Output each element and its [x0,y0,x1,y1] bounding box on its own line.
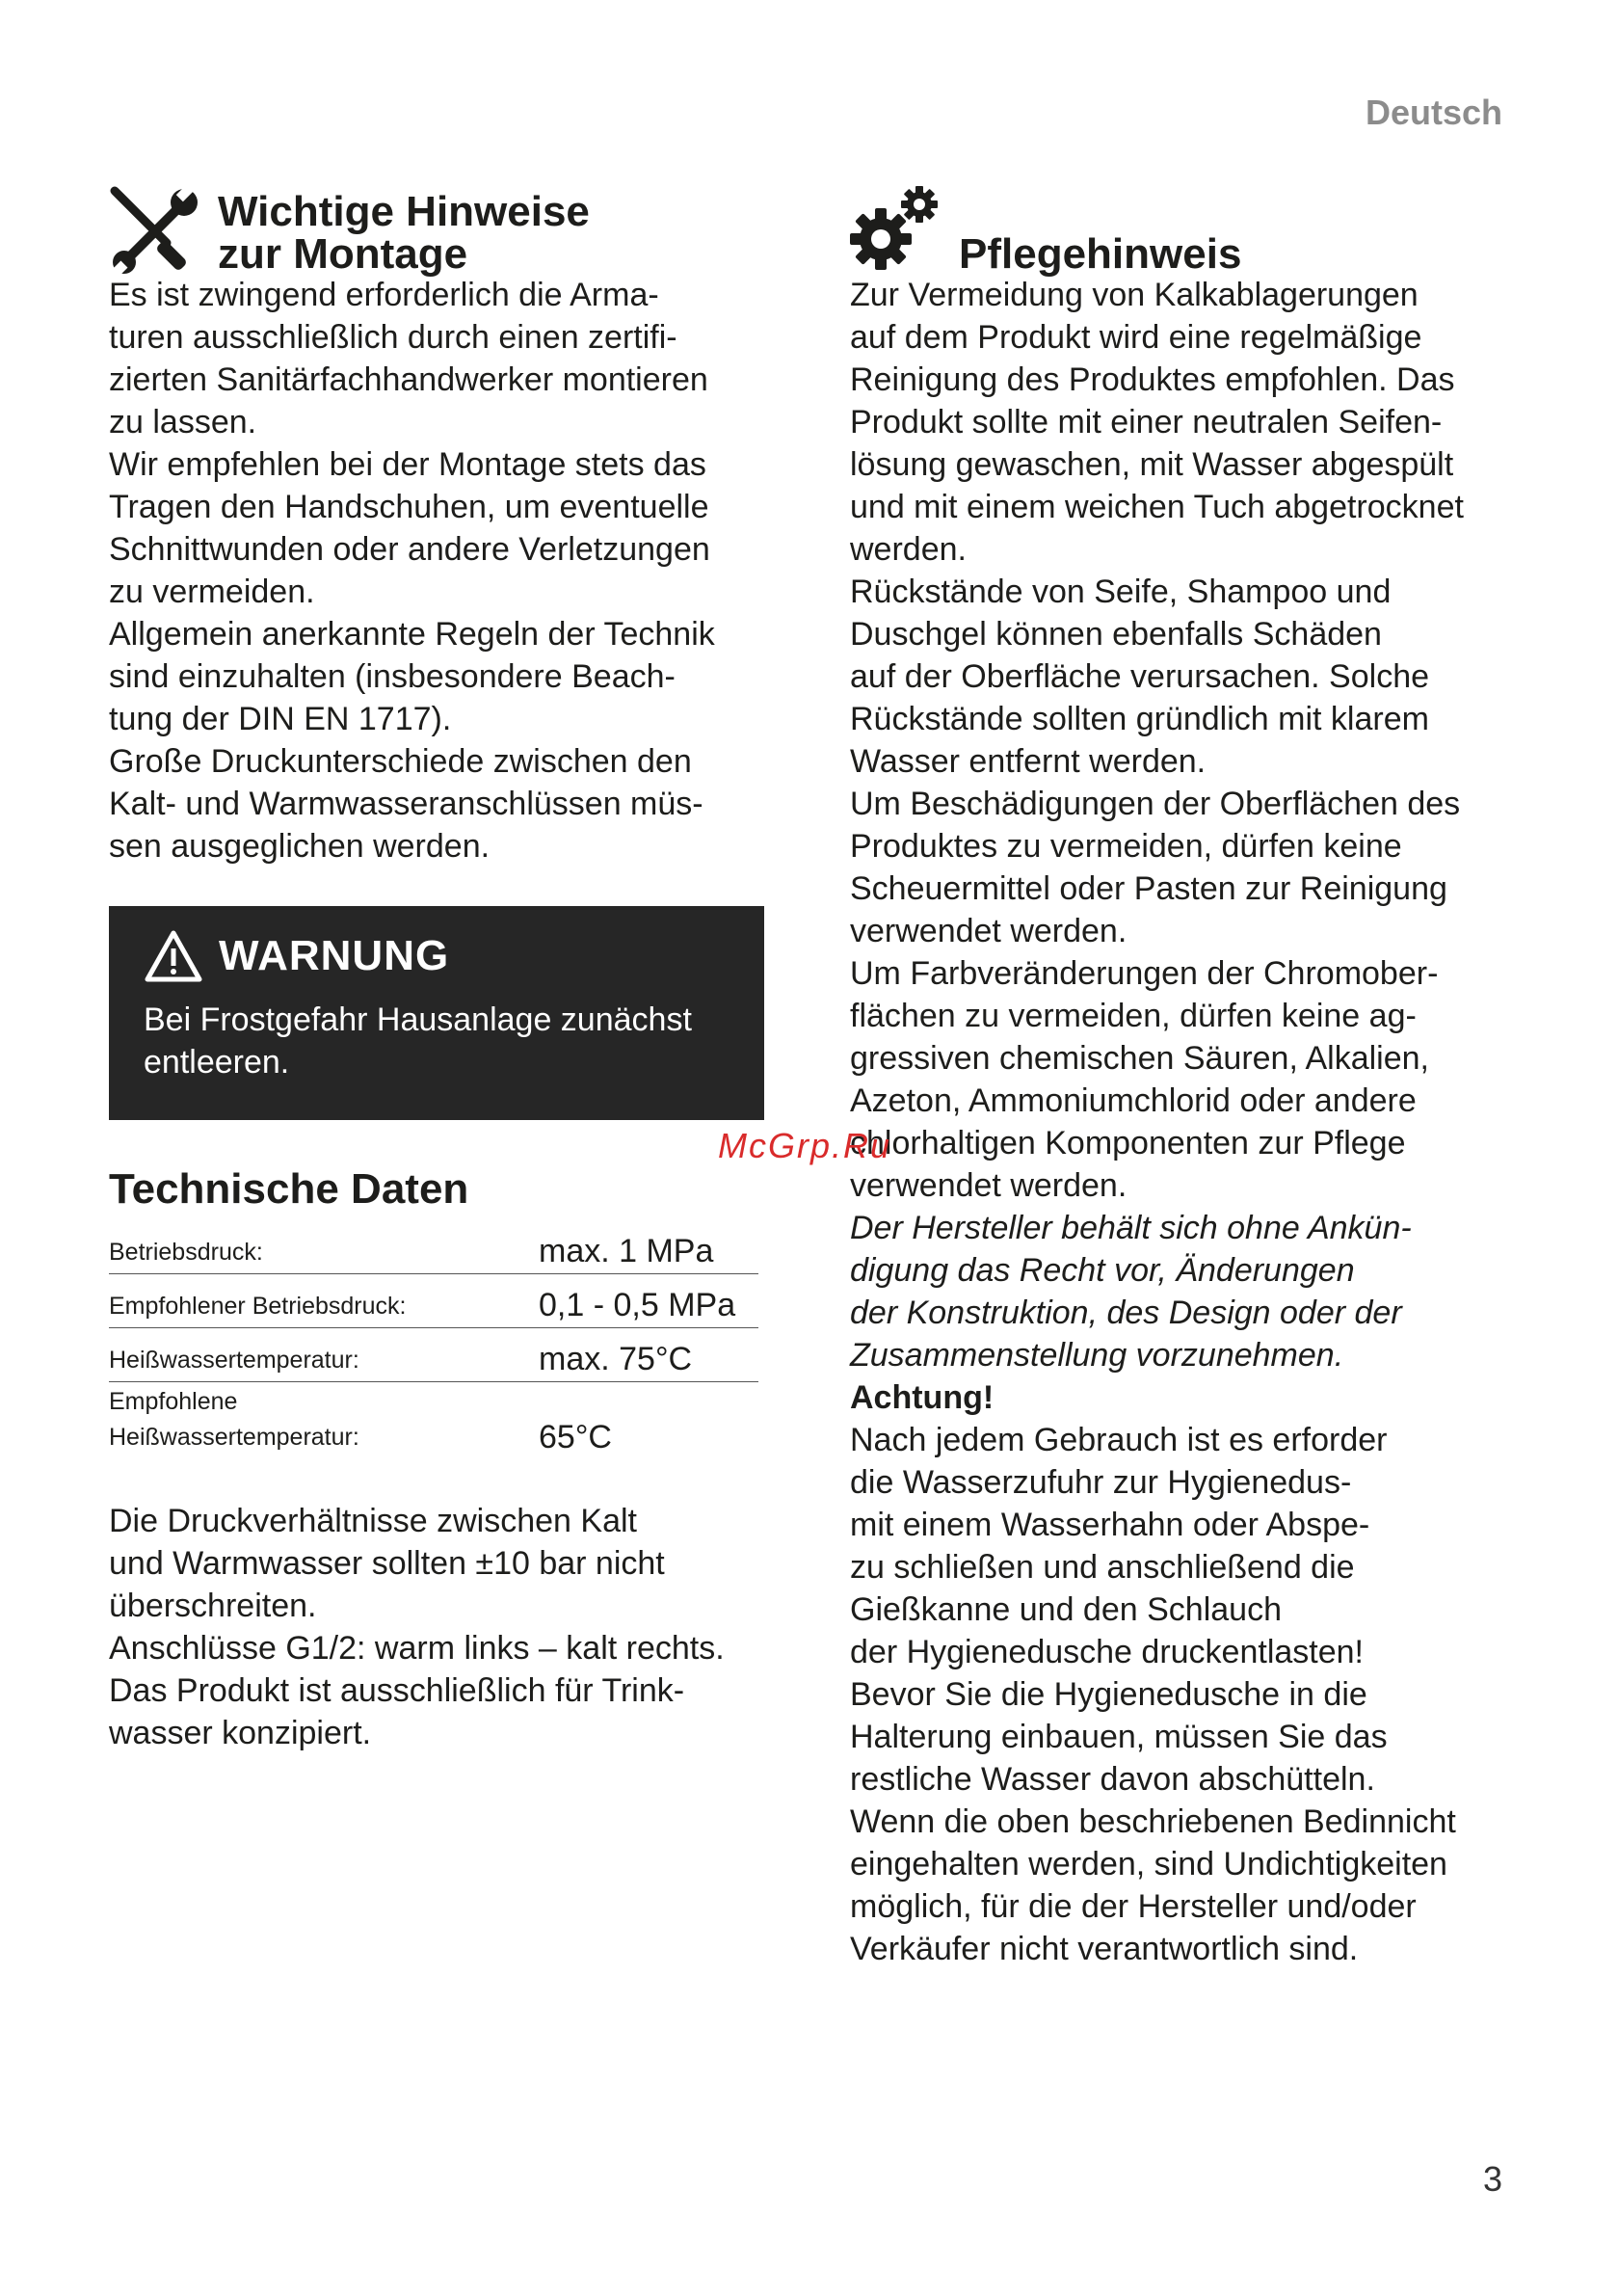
tech-paragraph-2: Anschlüsse G1/2: warm links – kalt rechts. [109,1630,725,1667]
warning-triangle-icon [144,929,203,983]
spec-key: Heißwassertemperatur: [109,1328,539,1382]
care-body [850,274,1515,1970]
attention-text: Nach jedem Gebrauch ist es erforder die Wasserzufuhr zur Hygienedus- mit einem Wasserhahn oder Abspe- zu schließen und anschließend die Gießkanne und den Schlauch der Hygienedusche druckentlasten! Bevor Sie die Hygienedusche in die Halterung einbauen, müssen Sie das restliche Wasser davon abschütteln. Wenn die oben beschriebenen Bedinnicht eingehalten werden, sind Undichtigkeiten möglich, für die der Hersteller und/oder Verkäufer nicht verantwortlich sind. [850,1422,1456,1967]
warning-header [144,927,729,985]
right-column [850,181,1515,1970]
montage-paragraph-1: Es ist zwingend erforderlich die Arma- turen ausschließlich durch einen zertifi- zierten Sanitärfachhandwerker montieren zu lassen. [109,277,708,441]
spec-key: Empfohlener Betriebsdruck: [109,1274,539,1328]
warning-text: Bei Frostgefahr Hausanlage zunächst entleeren. [144,1001,692,1081]
tech-paragraph-3: Das Produkt ist ausschließlich für Trink- wasser konzipiert. [109,1672,685,1751]
spec-value: 65°C [539,1419,612,1455]
tech-spec-table [109,1228,758,1459]
montage-heading [109,181,764,283]
table-row [109,1274,758,1328]
care-paragraph-4: Um Farbveränderungen der Chromober- flächen zu vermeiden, dürfen keine ag- gressiven chemischen Säuren, Alkalien, Azeton, Ammoniumchlorid oder andere chlorhaltigen Komponenten zur Pflege verwendet werden. [850,955,1439,1204]
tech-paragraph-1: Die Druckverhältnisse zwischen Kalt und Warmwasser sollten ±10 bar nicht überschreiten. [109,1503,665,1624]
warning-title: WARNUNG [219,932,450,979]
language-label: Deutsch [1365,93,1502,132]
montage-body [109,274,764,868]
care-paragraph-1: Zur Vermeidung von Kalkablagerungen auf dem Produkt wird eine regelmäßige Reinigung des Produktes empfohlen. Das Produkt sollte mit einer neutralen Seifen- lösung gewaschen, mit Wasser abgespült und mit einem weichen Tuch abgetrocknet werden. [850,277,1464,568]
montage-title: Wichtige Hinweise zur Montage [218,188,590,278]
montage-paragraph-2: Wir empfehlen bei der Montage stets das Tragen den Handschuhen, um eventuelle Schnittwunden oder andere Verletzungen zu vermeiden. [109,446,710,610]
care-title: Pflegehinweis [959,230,1242,278]
left-column [109,181,764,1754]
warning-box [109,906,764,1120]
care-heading [850,181,1515,283]
watermark: McGrp.Ru [718,1126,892,1165]
wrench-screwdriver-icon [109,185,201,278]
gears-icon [850,183,946,276]
spec-key: Betriebsdruck: [109,1228,539,1274]
tech-title: Technische Daten [109,1165,469,1213]
spec-value: max. 1 MPa [539,1228,758,1274]
montage-paragraph-3: Allgemein anerkannte Regeln der Technik sind einzuhalten (insbesondere Beach- tung der DIN EN 1717). [109,616,715,737]
page-number: 3 [1482,2159,1502,2199]
table-row [109,1328,758,1382]
table-row [109,1228,758,1274]
spec-value: 0,1 - 0,5 MPa [539,1274,758,1328]
care-paragraph-3: Um Beschädigungen der Oberflächen des Produktes zu vermeiden, dürfen keine Scheuermittel oder Pasten zur Reinigung verwendet werden. [850,786,1461,949]
manufacturer-disclaimer: Der Hersteller behält sich ohne Ankün- digung das Recht vor, Änderungen der Konstruktion, des Design oder der Zusammenstellung vorzunehmen. [850,1210,1412,1374]
attention-title: Achtung! [850,1379,995,1416]
care-paragraph-2: Rückstände von Seife, Shampoo und Duschgel können ebenfalls Schäden auf der Oberfläche verursachen. Solche Rückstände sollten gründlich mit klarem Wasser entfernt werden. [850,574,1430,780]
spec-key: Empfohlene Heißwassertemperatur: [109,1388,359,1451]
spec-value: max. 75°C [539,1328,758,1382]
montage-paragraph-4: Große Druckunterschiede zwischen den Kalt- und Warmwasseranschlüssen müs- sen ausgeglichen werden. [109,743,703,865]
table-row [109,1382,758,1460]
